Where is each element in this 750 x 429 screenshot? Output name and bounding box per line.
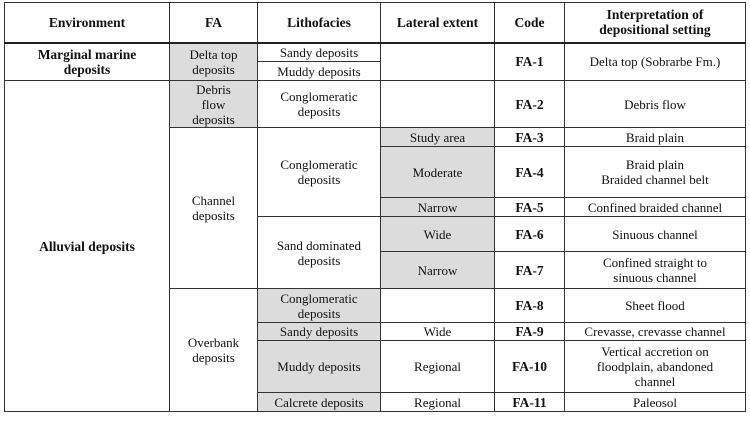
code-fa-10: FA-10 [495,341,565,393]
fa-debris-line3: deposits [192,111,235,127]
lateral-regional: Regional [381,341,495,393]
fa-debris-line1: Debris [196,81,231,97]
code-fa-9: FA-9 [495,323,565,341]
facies-table-container [4,2,746,412]
interp-fa-5: Confined braided channel [565,198,746,217]
code-fa-8: FA-8 [495,289,565,323]
header-fa: FA [170,3,258,43]
env-marginal-marine-line1: Marginal marine [37,46,137,62]
code-fa-7: FA-7 [495,252,565,289]
fa-delta-top [170,43,258,81]
litho-conglo-channel-line1: Conglomeratic [280,157,358,172]
lateral-wide: Wide [381,217,495,252]
lateral-moderate: Moderate [381,147,495,198]
fa-overbank [170,289,258,412]
fa-overbank-line1: Overbank [187,335,240,350]
fa-delta-top-line1: Delta top [189,46,238,62]
header-lithofacies: Lithofacies [258,3,381,43]
litho-calcrete: Calcrete deposits [258,393,381,412]
header-code: Code [495,3,565,43]
interp-fa-4-line1: Braid plain [625,157,685,172]
interp-fa-10-line2: floodplain, abandoned [596,359,714,374]
code-fa-2: FA-2 [495,81,565,128]
header-interpretation [565,3,746,43]
lateral-narrow: Narrow [381,252,495,289]
interp-fa-1: Delta top (Sobrarbe Fm.) [565,43,746,81]
interp-fa-10-line3: channel [634,374,676,389]
header-interpretation-line1: Interpretation of [606,7,704,23]
lateral-wide: Wide [381,323,495,341]
lateral-empty [381,289,495,323]
interp-fa-7-line1: Confined straight to [603,255,707,270]
interp-fa-11: Paleosol [565,393,746,412]
litho-conglo-line2: deposits [297,104,341,119]
env-marginal-marine [5,43,170,81]
litho-sandy-overbank: Sandy deposits [258,323,381,341]
header-row [5,3,746,43]
litho-conglomeratic-debris [258,81,381,128]
litho-sand-dom-line2: deposits [297,252,341,268]
lateral-narrow: Narrow [381,198,495,217]
litho-sand-dominated [258,217,381,289]
litho-conglo-line1: Conglomeratic [280,89,358,104]
interp-fa-7-line2: sinuous channel [613,270,697,285]
header-environment: Environment [5,3,170,43]
fa-debris-line2: flow [201,96,226,112]
litho-conglo-channel-line2: deposits [297,172,341,187]
fa-delta-top-line2: deposits [192,61,235,77]
header-lateral-extent: Lateral extent [381,3,495,43]
fa-channel-line2: deposits [192,208,235,223]
litho-muddy-deposits: Muddy deposits [258,62,381,81]
interp-fa-10 [565,341,746,393]
lateral-regional: Regional [381,393,495,412]
litho-conglomeratic-channel [258,128,381,217]
code-fa-3: FA-3 [495,128,565,147]
interp-fa-6: Sinuous channel [565,217,746,252]
litho-sand-dom-line1: Sand dominated [276,237,362,253]
litho-conglomeratic-overbank [258,289,381,323]
code-fa-5: FA-5 [495,198,565,217]
fa-channel-line1: Channel [191,193,236,208]
env-marginal-marine-line2: deposits [63,61,111,77]
code-fa-1: FA-1 [495,43,565,81]
table-row [5,81,746,128]
interp-fa-8: Sheet flood [565,289,746,323]
interp-fa-4 [565,147,746,198]
header-interpretation-line2: depositional setting [599,22,711,38]
interp-fa-2: Debris flow [565,81,746,128]
code-fa-11: FA-11 [495,393,565,412]
interp-fa-4-line2: Braided channel belt [601,172,709,187]
fa-debris-flow [170,81,258,128]
litho-conglo-ob-line1: Conglomeratic [280,290,358,306]
env-alluvial: Alluvial deposits [5,81,170,412]
litho-muddy-overbank: Muddy deposits [258,341,381,393]
litho-conglo-ob-line2: deposits [297,305,341,321]
litho-sandy-deposits: Sandy deposits [258,43,381,62]
interp-fa-9: Crevasse, crevasse channel [565,323,746,341]
table-row [5,43,746,62]
fa-overbank-line2: deposits [192,350,235,365]
lateral-empty [381,43,495,81]
lateral-study-area: Study area [381,128,495,147]
interp-fa-7 [565,252,746,289]
facies-association-table [4,2,746,412]
interp-fa-3: Braid plain [565,128,746,147]
fa-channel [170,128,258,289]
interp-fa-10-line1: Vertical accretion on [601,344,709,359]
lateral-empty [381,81,495,128]
code-fa-4: FA-4 [495,147,565,198]
code-fa-6: FA-6 [495,217,565,252]
